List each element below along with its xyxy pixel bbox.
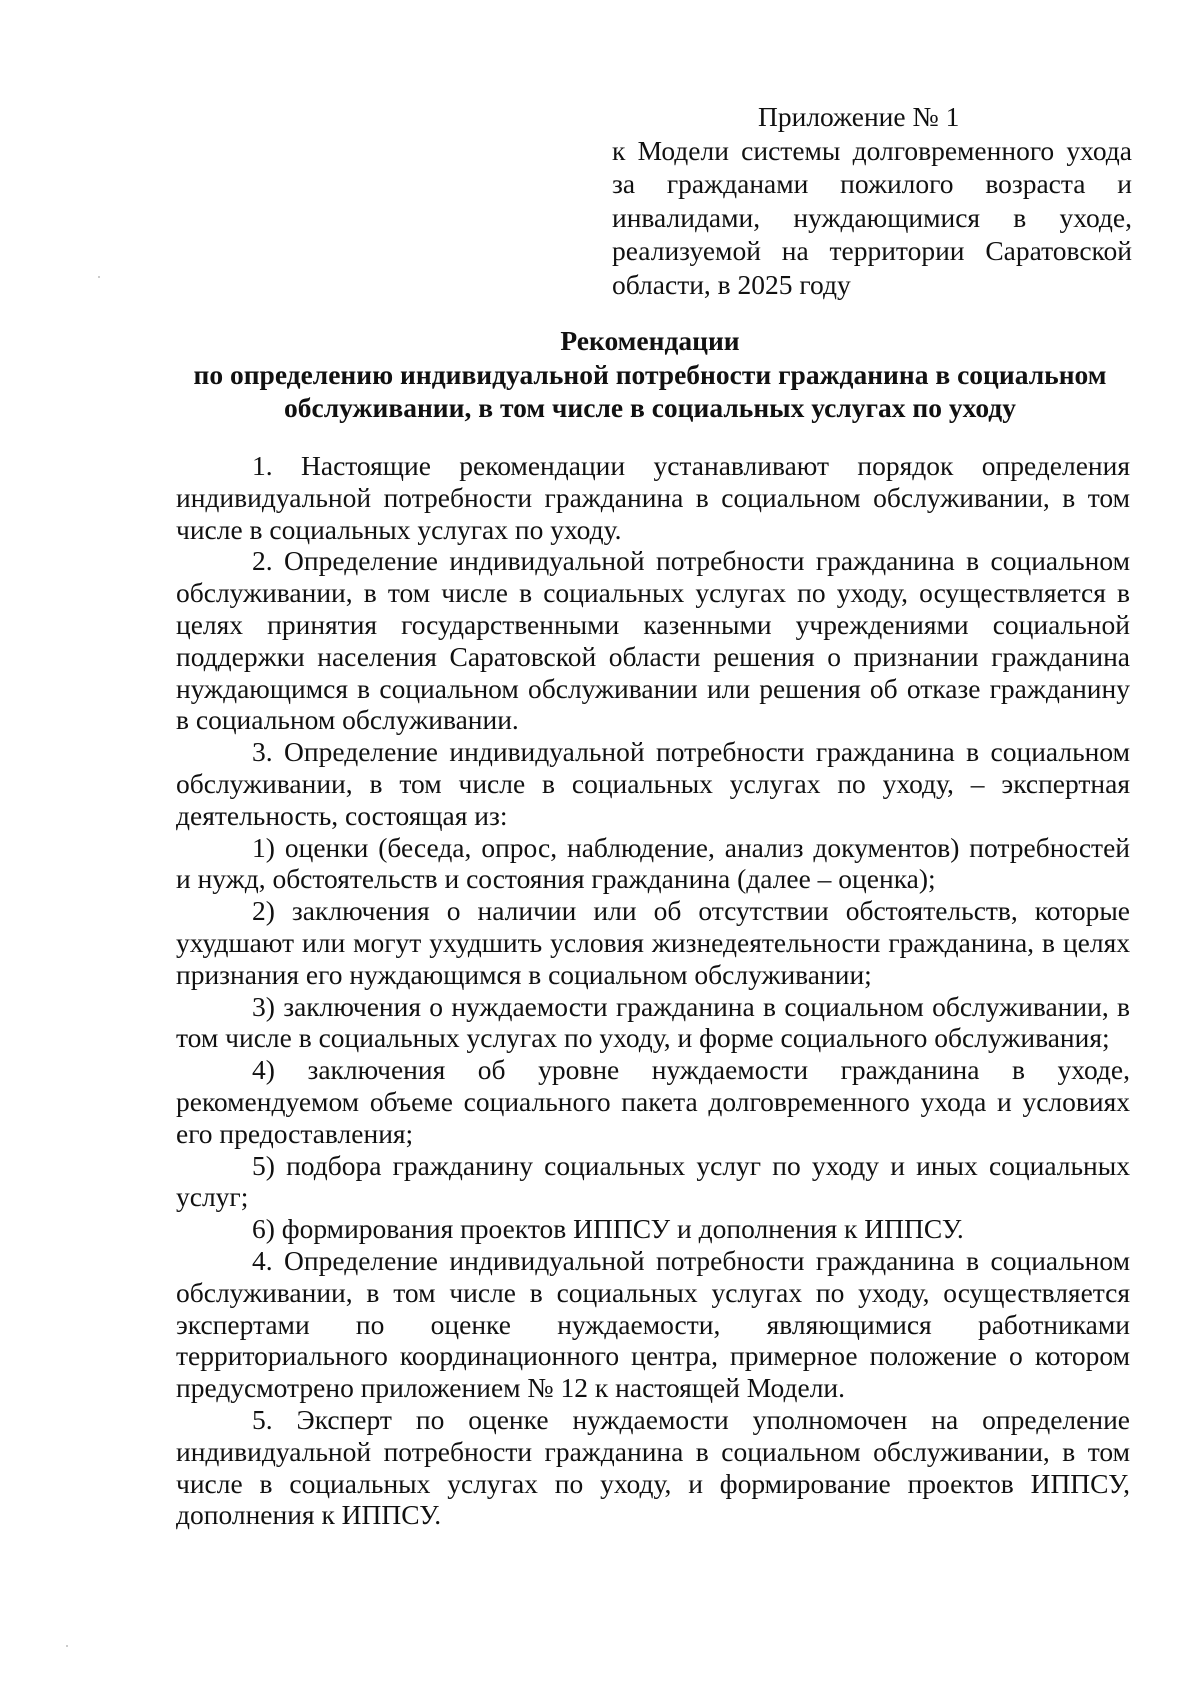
appendix-block [612, 100, 1132, 301]
subitem-3: 3) заключения о нуждаемости гражданина в социальном обслуживании, в том числе в социальных услугах по уходу, и форме социального обслуживания; [176, 990, 1130, 1054]
paragraph-3: 3. Определение индивидуальной потребности гражданина в социальном обслуживании, в том числе в социальных услугах по уходу, – экспертная деятельность, состоящая из: [176, 736, 1130, 831]
subitem-6: 6) формирования проектов ИППСУ и дополнения к ИППСУ. [252, 1213, 964, 1245]
paragraph-4: 4. Определение индивидуальной потребности гражданина в социальном обслуживании, в том числе в социальных услугах по уходу, осуществляется экспертами по оценке нуждаемости, являющимися работниками территориального координационного центра, примерное положение о котором предусмотрено приложением № 12 к настоящей Модели. [176, 1244, 1130, 1404]
paragraph-5: 5. Эксперт по оценке нуждаемости уполномочен на определение индивидуальной потребности гражданина в социальном обслуживании, в том числе в социальных услугах по уходу, и формирование проектов ИППСУ, дополнения к ИППСУ. [176, 1403, 1130, 1531]
scan-speck [66, 1645, 68, 1647]
subitem-5: 5) подбора гражданину социальных услуг по уходу и иных социальных услуг; [176, 1149, 1130, 1213]
subitem-2: 2) заключения о наличии или об отсутствии обстоятельств, которые ухудшают или могут ухудшить условия жизнедеятельности гражданина, в целях признания его нуждающимся в социальном обслуживании; [176, 895, 1130, 990]
title-line-1: Рекомендации [560, 325, 740, 356]
appendix-heading: Приложение № 1 [758, 101, 960, 132]
paragraph-1: 1. Настоящие рекомендации устанавливают порядок определения индивидуальной потребности гражданина в социальном обслуживании, в том числе в социальных услугах по уходу. [176, 450, 1130, 545]
document-body [176, 450, 1130, 1531]
appendix-text: к Модели системы долговременного ухода за гражданами пожилого возраста и инвалидами, нуждающимися в уходе, реализуемой на территории Саратовской области, в 2025 году [612, 134, 1132, 300]
subitem-4: 4) заключения об уровне нуждаемости гражданина в уходе, рекомендуемом объеме социального пакета долговременного ухода и условиях его предоставления; [176, 1054, 1130, 1149]
document-title [170, 324, 1130, 425]
paragraph-2: 2. Определение индивидуальной потребности гражданина в социальном обслуживании, в том числе в социальных услугах по уходу, осуществляется в целях принятия государственными казенными учреждениями социальной поддержки населения Саратовской области решения о признании гражданина нуждающимся в социальном обслуживании или решения об отказе гражданину в социальном обслуживании. [176, 545, 1130, 736]
scan-speck [98, 276, 100, 278]
title-line-2: по определению индивидуальной потребности гражданина в социальном обслуживании, в том числе в социальных услугах по уходу [193, 358, 1107, 423]
subitem-1: 1) оценки (беседа, опрос, наблюдение, анализ документов) потребностей и нужд, обстоятельств и состояния гражданина (далее – оценка); [176, 831, 1130, 895]
